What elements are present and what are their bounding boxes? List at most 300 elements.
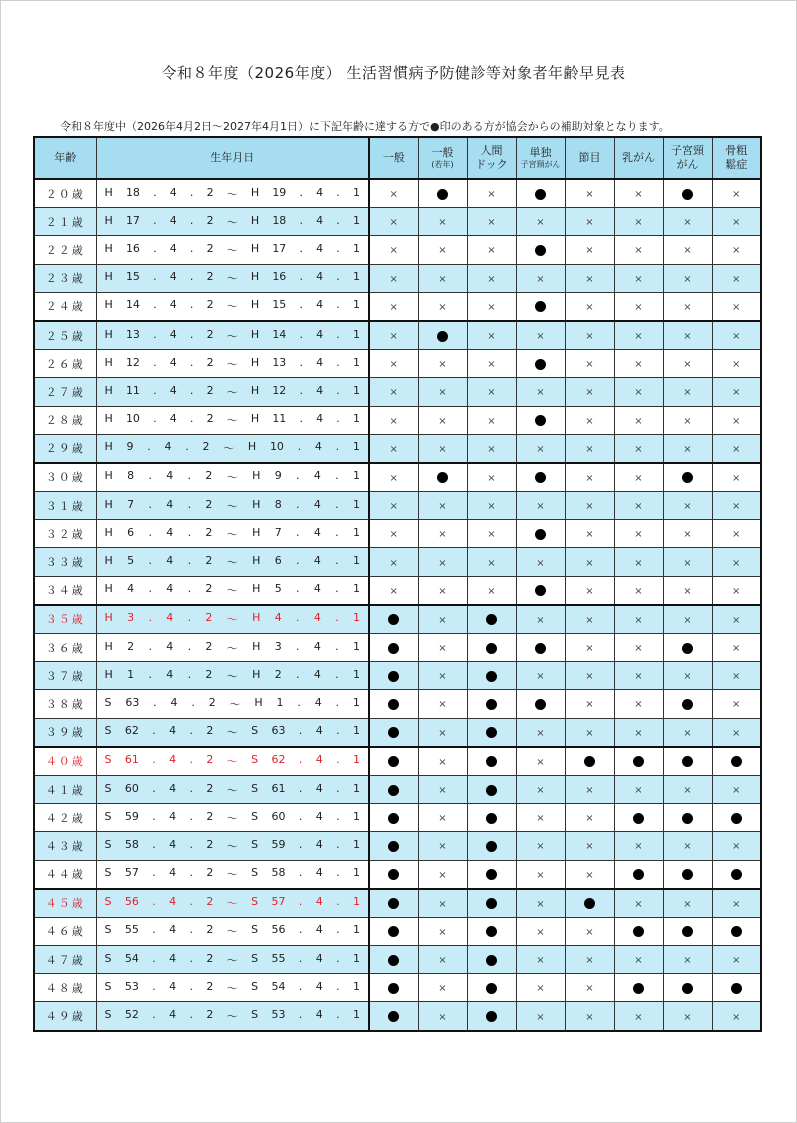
eligibility-cell [516, 662, 565, 690]
dob-range-cell [96, 520, 369, 548]
dob-to-part: 1 [352, 979, 360, 993]
eligibility-cell [565, 1002, 614, 1031]
not-eligible-mark: × [585, 926, 594, 938]
dob-from-part: 55 [124, 923, 139, 937]
eligible-dot-icon [388, 756, 399, 767]
dob-from-part: 16 [125, 241, 140, 255]
dob-to-part: H [252, 525, 261, 539]
dob-from-part: 4 [169, 298, 177, 312]
dob-from-part: 4 [169, 213, 177, 227]
table-row [34, 860, 761, 889]
not-eligible-mark: × [585, 1011, 594, 1023]
eligibility-cell [418, 378, 467, 406]
dob-to-part: 1 [352, 809, 360, 823]
dob-from-part: 2 [206, 809, 214, 823]
dob-to-part: 63 [271, 724, 286, 738]
eligibility-cell [712, 747, 761, 776]
dob-to-part: . [335, 525, 339, 539]
not-eligible-mark: × [389, 529, 398, 541]
dob-to-part: 5 [274, 582, 282, 596]
dob-from-part: 4 [166, 469, 174, 483]
dob-from-part: . [189, 951, 193, 965]
dob-from-part: 4 [169, 241, 177, 255]
eligibility-cell [565, 718, 614, 747]
age-cell: ４９歳 [34, 1002, 96, 1031]
dob-to-part: H [250, 185, 260, 199]
eligibility-cell [369, 747, 418, 776]
header-shikyukei-line2: がん [676, 158, 699, 171]
dob-from-part: . [153, 695, 157, 709]
dob-range-cell [96, 974, 369, 1002]
eligibility-cell [418, 208, 467, 236]
dob-from-part: . [148, 497, 152, 511]
eligible-dot-icon [388, 699, 399, 710]
dob-from-part: 62 [124, 724, 139, 738]
dob-to-part: . [298, 781, 303, 795]
dob-from-part: 63 [125, 695, 140, 709]
dob-tilde: ～ [226, 357, 238, 371]
not-eligible-mark: × [634, 841, 643, 853]
dob-to-part: 1 [353, 667, 360, 681]
dob-from-part: H [104, 185, 113, 199]
eligible-dot-icon [584, 898, 595, 909]
not-eligible-mark: × [438, 756, 447, 768]
eligibility-cell [565, 378, 614, 406]
dob-from-part: 2 [205, 497, 213, 511]
eligible-dot-icon [535, 643, 546, 654]
eligibility-cell [516, 520, 565, 548]
dob-to-part: 12 [272, 383, 287, 397]
not-eligible-mark: × [536, 785, 545, 797]
dob-from-part: 2 [205, 611, 213, 625]
dob-to-part: . [335, 639, 339, 653]
dob-from-part: . [187, 554, 192, 568]
dob-to-part: 9 [274, 469, 282, 483]
eligibility-cell [712, 634, 761, 662]
dob-to-part: 4 [315, 809, 323, 823]
dob-to-part: 1 [353, 469, 360, 483]
dob-to-part: 1 [352, 185, 360, 199]
dob-from-part: 2 [205, 469, 213, 483]
header-ningen-dock [467, 137, 516, 179]
dob-tilde: ～ [226, 243, 238, 257]
dob-from-part: 2 [206, 298, 214, 312]
eligibility-cell [418, 406, 467, 434]
eligibility-cell [614, 548, 663, 576]
dob-range [105, 782, 361, 798]
eligibility-cell [614, 406, 663, 434]
dob-to-part: S [251, 837, 259, 851]
dob-from-part: . [189, 327, 194, 341]
eligibility-cell [418, 321, 467, 350]
dob-to-part: S [251, 753, 259, 767]
dob-from-part: 11 [125, 383, 140, 397]
age-cell: ３４歳 [34, 576, 96, 605]
dob-from-part: . [187, 582, 192, 596]
dob-to-part: 58 [271, 866, 286, 880]
table-row [34, 236, 761, 264]
dob-from-part: H [104, 525, 113, 539]
eligible-dot-icon [486, 727, 497, 738]
not-eligible-mark: × [683, 955, 692, 967]
dob-to-part: . [296, 469, 300, 483]
not-eligible-mark: × [438, 785, 447, 797]
eligible-dot-icon [535, 529, 546, 540]
dob-to-part: 1 [352, 724, 360, 738]
eligibility-cell [467, 179, 516, 208]
dob-range-cell [96, 634, 369, 662]
eligible-dot-icon [682, 869, 693, 880]
not-eligible-mark: × [536, 727, 545, 739]
eligibility-cell [614, 775, 663, 803]
dob-from-part: 4 [169, 355, 177, 369]
age-cell: ４６歳 [34, 917, 96, 945]
not-eligible-mark: × [634, 273, 643, 285]
header-tandoku-line1: 単独 [529, 146, 552, 159]
not-eligible-mark: × [683, 727, 692, 739]
eligibility-cell [663, 804, 712, 832]
not-eligible-mark: × [585, 301, 594, 313]
eligibility-cell [614, 236, 663, 264]
dob-range-cell [96, 690, 369, 718]
dob-from-part: 4 [164, 440, 172, 454]
dob-tilde: ～ [226, 981, 238, 995]
dob-to-part: . [296, 667, 300, 681]
dob-to-part: 6 [274, 554, 282, 568]
eligibility-cell [565, 350, 614, 378]
eligibility-cell [565, 832, 614, 860]
not-eligible-mark: × [732, 415, 741, 427]
dob-to-part: . [298, 837, 303, 851]
dob-to-part: S [251, 724, 259, 738]
dob-to-part: 1 [352, 753, 360, 767]
eligibility-cell [712, 775, 761, 803]
not-eligible-mark: × [634, 898, 643, 910]
eligibility-cell [516, 378, 565, 406]
eligibility-cell [712, 860, 761, 889]
eligibility-cell [418, 832, 467, 860]
not-eligible-mark: × [732, 359, 741, 371]
dob-to-part: . [296, 582, 300, 596]
age-cell: ２５歳 [34, 321, 96, 350]
header-dob: 生年月日 [96, 137, 369, 179]
eligible-dot-icon [633, 926, 644, 937]
not-eligible-mark: × [438, 955, 447, 967]
dob-from-part: S [104, 979, 112, 993]
eligibility-cell [663, 406, 712, 434]
dob-to-part: . [299, 355, 303, 369]
dob-to-part: . [336, 241, 340, 255]
eligibility-cell [614, 179, 663, 208]
not-eligible-mark: × [585, 643, 594, 655]
age-cell: ３８歳 [34, 690, 96, 718]
dob-from-part: 4 [169, 923, 177, 937]
age-cell: ２０歳 [34, 179, 96, 208]
not-eligible-mark: × [487, 529, 496, 541]
not-eligible-mark: × [683, 671, 692, 683]
eligible-dot-icon [682, 756, 693, 767]
dob-to-part: . [296, 497, 300, 511]
header-age: 年齢 [34, 137, 96, 179]
eligibility-cell [614, 264, 663, 292]
dob-from-part: 2 [206, 1008, 214, 1022]
dob-to-part: S [251, 951, 259, 965]
dob-range-cell [96, 718, 369, 747]
dob-to-part: . [298, 753, 303, 767]
dob-tilde: ～ [226, 556, 238, 570]
not-eligible-mark: × [634, 301, 643, 313]
eligibility-cell [467, 1002, 516, 1031]
dob-from-part: . [189, 213, 194, 227]
eligibility-cell [369, 718, 418, 747]
not-eligible-mark: × [487, 245, 496, 257]
dob-from-part: 2 [205, 582, 213, 596]
dob-from-part: . [187, 611, 192, 625]
dob-to-part: 4 [316, 270, 324, 284]
not-eligible-mark: × [389, 557, 398, 569]
dob-to-part: 4 [315, 753, 323, 767]
dob-from-part: . [189, 383, 194, 397]
dob-from-part: 4 [169, 837, 177, 851]
not-eligible-mark: × [634, 585, 643, 597]
age-cell: ４３歳 [34, 832, 96, 860]
eligibility-cell [712, 1002, 761, 1031]
eligibility-cell [418, 520, 467, 548]
eligibility-cell [663, 321, 712, 350]
age-cell: ３６歳 [34, 634, 96, 662]
age-cell: ２８歳 [34, 406, 96, 434]
eligibility-cell [516, 747, 565, 776]
eligibility-cell [565, 662, 614, 690]
not-eligible-mark: × [536, 841, 545, 853]
not-eligible-mark: × [487, 415, 496, 427]
age-cell: ２６歳 [34, 350, 96, 378]
eligibility-cell [663, 718, 712, 747]
table-row [34, 718, 761, 747]
dob-from-part: H [104, 298, 113, 312]
not-eligible-mark: × [634, 415, 643, 427]
dob-to-part: H [247, 440, 257, 454]
dob-to-part: . [336, 724, 340, 738]
not-eligible-mark: × [487, 217, 496, 229]
not-eligible-mark: × [487, 331, 496, 343]
not-eligible-mark: × [487, 273, 496, 285]
dob-to-part: . [298, 809, 303, 823]
eligible-dot-icon [682, 926, 693, 937]
age-cell: ４５歳 [34, 889, 96, 918]
eligibility-cell [467, 208, 516, 236]
not-eligible-mark: × [732, 643, 741, 655]
not-eligible-mark: × [585, 501, 594, 513]
dob-to-part: 4 [313, 469, 321, 483]
eligibility-cell [467, 292, 516, 321]
eligibility-cell [418, 548, 467, 576]
dob-tilde: ～ [226, 385, 238, 399]
dob-from-part: S [104, 866, 112, 880]
eligibility-cell [565, 605, 614, 634]
dob-range [105, 980, 361, 996]
not-eligible-mark: × [585, 869, 594, 881]
not-eligible-mark: × [536, 387, 545, 399]
dob-to-part: . [299, 383, 303, 397]
eligible-dot-icon [486, 869, 497, 880]
not-eligible-mark: × [585, 813, 594, 825]
dob-from-part: 2 [202, 440, 210, 454]
eligibility-cell [369, 208, 418, 236]
not-eligible-mark: × [438, 841, 447, 853]
dob-from-part: 2 [206, 270, 214, 284]
not-eligible-mark: × [585, 331, 594, 343]
not-eligible-mark: × [536, 813, 545, 825]
not-eligible-mark: × [683, 415, 692, 427]
dob-tilde: ～ [226, 868, 238, 882]
dob-to-part: . [298, 1008, 303, 1022]
eligibility-cell [565, 321, 614, 350]
dob-to-part: 61 [271, 781, 286, 795]
dob-from-part: 2 [206, 355, 214, 369]
not-eligible-mark: × [634, 955, 643, 967]
dob-to-part: 1 [352, 412, 360, 426]
not-eligible-mark: × [732, 501, 741, 513]
dob-to-part: H [250, 383, 260, 397]
eligible-dot-icon [437, 472, 448, 483]
age-cell: ２２歳 [34, 236, 96, 264]
eligibility-cell [467, 860, 516, 889]
table-row [34, 463, 761, 492]
dob-from-part: . [189, 895, 193, 909]
not-eligible-mark: × [536, 217, 545, 229]
not-eligible-mark: × [732, 245, 741, 257]
dob-range-cell [96, 434, 369, 463]
not-eligible-mark: × [389, 415, 398, 427]
not-eligible-mark: × [732, 443, 741, 455]
dob-to-part: . [335, 695, 340, 709]
dob-from-part: 12 [125, 355, 140, 369]
dob-to-part: 4 [315, 895, 323, 909]
dob-to-part: 59 [271, 837, 286, 851]
dob-to-part: . [335, 497, 339, 511]
dob-from-part: . [189, 979, 193, 993]
dob-to-part: . [336, 753, 340, 767]
not-eligible-mark: × [585, 614, 594, 626]
not-eligible-mark: × [634, 217, 643, 229]
dob-to-part: H [252, 611, 261, 625]
eligibility-cell [565, 208, 614, 236]
dob-from-part: . [189, 1008, 193, 1022]
dob-from-part: 4 [169, 412, 177, 426]
dob-from-part: . [153, 270, 157, 284]
dob-from-part: 4 [169, 866, 177, 880]
dob-to-part: 4 [316, 383, 324, 397]
eligibility-cell [369, 775, 418, 803]
dob-to-part: H [252, 582, 261, 596]
eligibility-cell [614, 662, 663, 690]
table-row [34, 434, 761, 463]
age-cell: ４７歳 [34, 946, 96, 974]
not-eligible-mark: × [487, 557, 496, 569]
dob-to-part: H [252, 497, 261, 511]
eligibility-cell [663, 378, 712, 406]
dob-from-part: 2 [205, 525, 213, 539]
dob-tilde: ～ [226, 215, 238, 229]
dob-from-part: 60 [124, 781, 139, 795]
header-kotsuso-line2: 鬆症 [725, 158, 748, 171]
eligibility-cell [516, 946, 565, 974]
not-eligible-mark: × [585, 585, 594, 597]
table-row [34, 321, 761, 350]
not-eligible-mark: × [683, 245, 692, 257]
eligibility-cell [565, 236, 614, 264]
dob-tilde: ～ [226, 839, 238, 853]
eligibility-cell [369, 492, 418, 520]
header-ippan-jakunen-line1: 一般 [431, 146, 454, 159]
not-eligible-mark: × [389, 331, 398, 343]
eligibility-cell [418, 860, 467, 889]
eligibility-cell [712, 690, 761, 718]
dob-from-part: . [153, 298, 157, 312]
dob-from-part: . [189, 923, 193, 937]
dob-from-part: 53 [124, 979, 139, 993]
dob-from-part: H [104, 241, 113, 255]
eligibility-cell [614, 434, 663, 463]
eligibility-cell [712, 520, 761, 548]
dob-from-part: 2 [208, 695, 216, 709]
dob-range-cell [96, 292, 369, 321]
not-eligible-mark: × [585, 841, 594, 853]
not-eligible-mark: × [487, 472, 496, 484]
dob-from-part: . [148, 611, 152, 625]
eligibility-cell [467, 832, 516, 860]
not-eligible-mark: × [732, 472, 741, 484]
table-row [34, 804, 761, 832]
not-eligible-mark: × [683, 331, 692, 343]
dob-from-part: 52 [124, 1008, 139, 1022]
eligibility-cell [663, 946, 712, 974]
dob-from-part: . [189, 837, 193, 851]
header-shikyukei [663, 137, 712, 179]
eligibility-cell [663, 690, 712, 718]
dob-to-part: 4 [313, 611, 321, 625]
dob-range-cell [96, 463, 369, 492]
eligible-dot-icon [486, 955, 497, 966]
dob-from-part: H [104, 213, 113, 227]
dob-from-part: 54 [124, 951, 139, 965]
dob-to-part: . [296, 554, 300, 568]
dob-from-part: 56 [124, 895, 139, 909]
not-eligible-mark: × [438, 671, 447, 683]
dob-range [105, 582, 361, 598]
eligible-dot-icon [731, 926, 742, 937]
dob-from-part: . [189, 241, 194, 255]
dob-to-part: 1 [352, 241, 360, 255]
dob-range [105, 923, 361, 939]
dob-from-part: . [152, 923, 156, 937]
dob-range-cell [96, 548, 369, 576]
not-eligible-mark: × [634, 785, 643, 797]
eligibility-cell [614, 946, 663, 974]
dob-from-part: 4 [169, 327, 177, 341]
eligible-dot-icon [731, 983, 742, 994]
eligible-dot-icon [486, 671, 497, 682]
dob-range [105, 810, 361, 826]
dob-range-cell [96, 917, 369, 945]
dob-from-part: . [148, 639, 152, 653]
dob-tilde: ～ [226, 641, 238, 655]
dob-to-part: . [297, 440, 302, 454]
eligibility-cell [565, 690, 614, 718]
not-eligible-mark: × [634, 359, 643, 371]
dob-from-part: 2 [206, 951, 214, 965]
